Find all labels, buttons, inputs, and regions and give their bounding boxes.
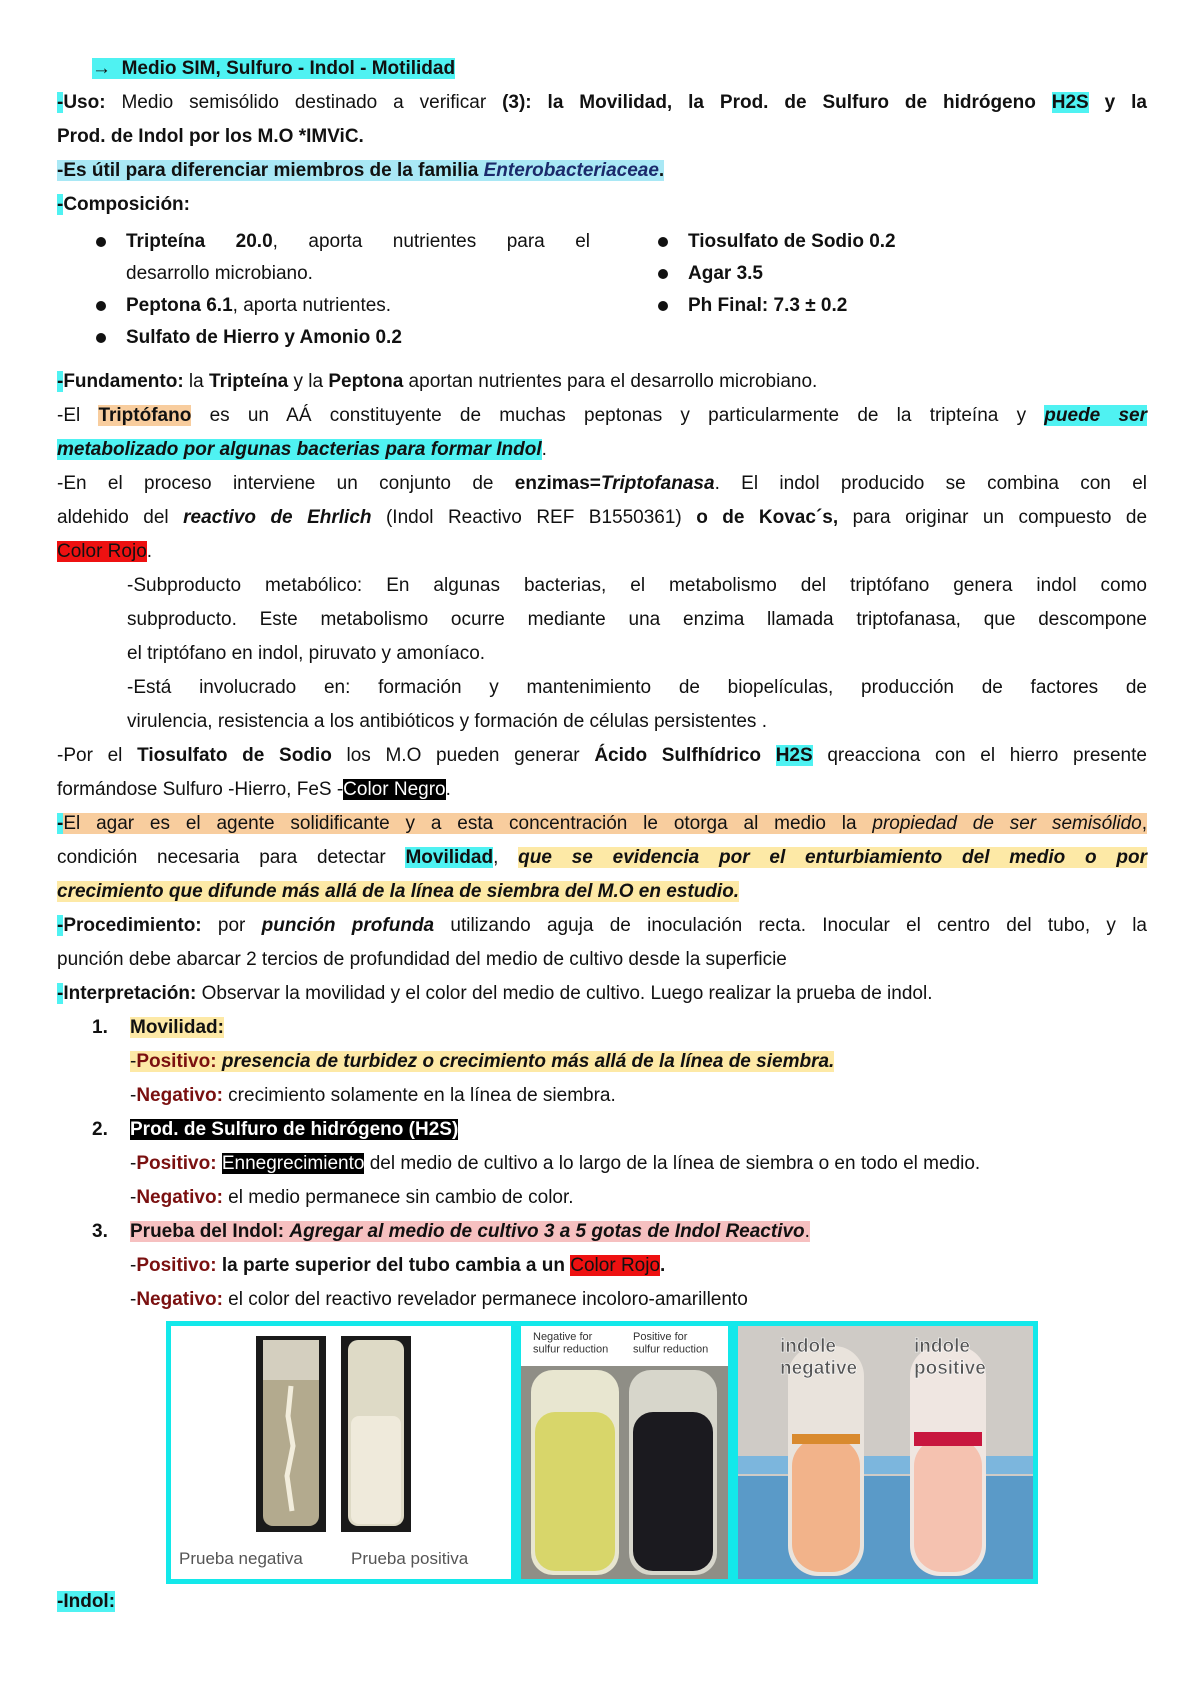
list-item: Agar 3.5 (654, 258, 1054, 290)
tiosulfato-line-1: -Por el Tiosulfato de Sodio los M.O pueden generar Ácido Sulfhídrico H2S qreacciona con el hierro presente (57, 745, 1147, 766)
list-item: Sulfato de Hierro y Amonio 0.2 (92, 322, 590, 354)
indole-tubes-graphic (738, 1326, 1033, 1579)
enzimas-line-2: aldehido del reactivo de Ehrlich (Indol Reactivo REF B1550361) o de Kovac´s, para originar un compuesto de (57, 507, 1148, 528)
list-item-continuation: desarrollo microbiano. (126, 263, 313, 284)
indole-positive-label: indole positive (914, 1336, 986, 1379)
section-title (92, 52, 1182, 86)
prueba-negativa-label: Prueba negativa (179, 1549, 303, 1568)
item-3-positive: -Positivo: la parte superior del tubo cambia a un Color Rojo. (130, 1255, 666, 1276)
involucrado-line-1: -Está involucrado en: formación y mantenimiento de biopelículas, producción de factores de (127, 677, 1147, 698)
item-1-positive (130, 1045, 1130, 1079)
title-highlight: → Medio SIM, Sulfuro - Indol - Motilidad (92, 58, 456, 79)
tiosulfato-line-2: formándose Sulfuro -Hierro, FeS -Color Negro. (57, 779, 451, 800)
item-1-positive-highlight: -Positivo: presencia de turbidez o crecimiento más allá de la línea de siembra. (130, 1051, 835, 1072)
item-1-number: 1. (92, 1017, 108, 1038)
procedimiento-line-1: -Procedimiento: por punción profunda utilizando aguja de inoculación recta. Inocular el centro del tubo, y la (57, 915, 1147, 936)
item-3-title (130, 1215, 1130, 1249)
item-3-negative: -Negativo: el color del reactivo revelador permanece incoloro-amarillento (130, 1289, 748, 1310)
list-item: Peptona 6.1, aporta nutrientes. (92, 290, 590, 322)
sulfur-tubes-graphic (521, 1326, 728, 1579)
sulfur-reduction-image (516, 1321, 733, 1584)
procedimiento-line-2: punción debe abarcar 2 tercios de profundidad del medio de cultivo desde la superficie (57, 949, 787, 970)
util-line (57, 154, 1147, 188)
item-2-positive: -Positivo: Ennegrecimiento del medio de cultivo a lo largo de la línea de siembra o en todo el medio. (130, 1153, 981, 1174)
item-3-title-highlight: Prueba del Indol: Agregar al medio de cultivo 3 a 5 gotas de Indol Reactivo. (130, 1221, 810, 1242)
item-1-title: Movilidad: (130, 1017, 224, 1038)
label-line: sulfur reduction (633, 1343, 709, 1356)
item-2-title: Prod. de Sulfuro de hidrógeno (H2S) (130, 1119, 459, 1140)
triptofano-line-1: -El Triptófano es un AÁ constituyente de muchas peptonas y particularmente de la tripteína y puede ser (57, 405, 1147, 426)
indole-negative-label: indole negative (780, 1336, 858, 1379)
subproducto-line-3: el triptófano en indol, piruvato y amoníaco. (127, 643, 486, 664)
motility-tubes-graphic (171, 1326, 511, 1579)
item-3-number: 3. (92, 1221, 108, 1242)
agar-highlight: -El agar es el agente solidificante y a esta concentración le otorga al medio la propiedad de ser semisólido, (57, 813, 1147, 834)
indol-heading: -Indol: (57, 1591, 116, 1612)
subproducto-line-1: -Subproducto metabólico: En algunas bacterias, el metabolismo del triptófano genera indol como (127, 575, 1147, 596)
label-line: positive (914, 1357, 986, 1379)
arrow-icon: → (92, 58, 111, 79)
negative-sulfur-label: Negative for sulfur reduction (533, 1331, 609, 1356)
enzimas-line-1: -En el proceso interviene un conjunto de enzimas=Triptofanasa. El indol producido se combina con el (57, 473, 1147, 494)
indole-test-image (733, 1321, 1038, 1584)
triptofano-line-2: metabolizado por algunas bacterias para formar Indol. (57, 439, 547, 460)
agar-line-3: crecimiento que difunde más allá de la línea de siembra del M.O en estudio. (57, 881, 740, 902)
agar-line-1 (57, 807, 1147, 841)
enzimas-line-3: Color Rojo. (57, 541, 153, 562)
uso-line-1: -Uso: Medio semisólido destinado a verificar (3): la Movilidad, la Prod. de Sulfuro de hidrógeno H2S y la (57, 92, 1147, 113)
list-item: Tiosulfato de Sodio 0.2 (654, 226, 1054, 258)
item-2-negative: -Negativo: el medio permanece sin cambio de color. (130, 1187, 574, 1208)
list-item: Ph Final: 7.3 ± 0.2 (654, 290, 1054, 322)
uso-line-2: Prod. de Indol por los M.O *IMViC. (57, 126, 364, 147)
motility-test-image (166, 1321, 516, 1584)
composicion-right (654, 226, 1054, 322)
prueba-positiva-label: Prueba positiva (351, 1549, 469, 1568)
list-item: Tripteína 20.0, aporta nutrientes para el (92, 226, 590, 258)
agar-line-2: condición necesaria para detectar Movilidad, que se evidencia por el enturbiamiento del medio o por (57, 847, 1147, 868)
fundamento-line: -Fundamento: la Tripteína y la Peptona aportan nutrientes para el desarrollo microbiano. (57, 371, 818, 392)
label-line: negative (780, 1357, 858, 1379)
item-2-number: 2. (92, 1119, 108, 1140)
label-line: sulfur reduction (533, 1343, 609, 1356)
util-highlight: -Es útil para diferenciar miembros de la familia Enterobacteriaceae. (57, 160, 665, 181)
interpretacion-line: -Interpretación: Observar la movilidad y el color del medio de cultivo. Luego realizar la prueba de indol. (57, 983, 933, 1004)
composicion-left (92, 226, 590, 354)
subproducto-line-2: subproducto. Este metabolismo ocurre mediante una enzima llamada triptofanasa, que descompone (127, 609, 1147, 630)
involucrado-line-2: virulencia, resistencia a los antibióticos y formación de células persistentes . (127, 711, 767, 732)
composicion-heading: -Composición: (57, 194, 190, 215)
positive-sulfur-label: Positive for sulfur reduction (633, 1331, 709, 1356)
item-1-negative: -Negativo: crecimiento solamente en la línea de siembra. (130, 1085, 616, 1106)
